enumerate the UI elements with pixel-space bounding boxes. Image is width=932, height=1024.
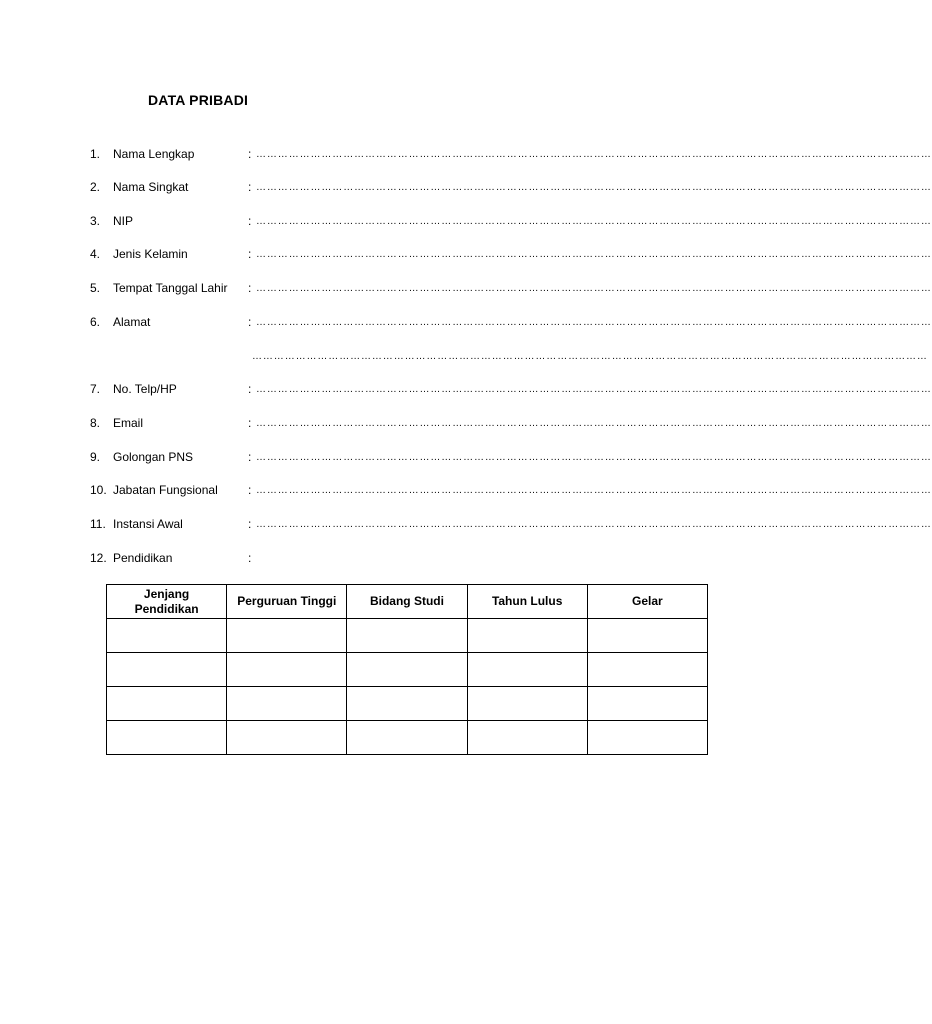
field-row-instansi-awal	[0, 517, 932, 535]
field-number: 4.	[90, 247, 101, 261]
field-row-jenis-kelamin	[0, 247, 932, 265]
table-cell[interactable]	[587, 653, 707, 687]
field-fill-dots[interactable]: ……………………………………………………………………………………………………………………………………………………………………	[256, 384, 932, 395]
table-cell[interactable]	[227, 721, 347, 755]
field-colon: :	[248, 247, 252, 261]
table-row	[107, 721, 708, 755]
field-fill-dots[interactable]: ……………………………………………………………………………………………………………………………………………………………………	[256, 149, 932, 160]
field-colon: :	[248, 517, 252, 531]
field-colon: :	[248, 214, 252, 228]
field-row-nama-singkat	[0, 180, 932, 198]
table-cell[interactable]	[587, 721, 707, 755]
table-cell[interactable]	[347, 653, 467, 687]
table-row	[107, 687, 708, 721]
field-fill-dots[interactable]: ……………………………………………………………………………………………………………………………………………………………………	[256, 249, 932, 260]
table-cell[interactable]	[467, 653, 587, 687]
field-colon: :	[248, 483, 252, 497]
field-row-alamat-continuation	[0, 349, 928, 367]
field-label: Nama Singkat	[113, 180, 189, 194]
field-colon: :	[248, 147, 252, 161]
field-number: 11.	[90, 517, 106, 531]
field-label: Alamat	[113, 315, 151, 329]
field-label: Pendidikan	[113, 551, 173, 565]
field-number: 7.	[90, 382, 101, 396]
table-cell[interactable]	[347, 721, 467, 755]
field-number: 6.	[90, 315, 101, 329]
table-cell[interactable]	[347, 619, 467, 653]
table-cell[interactable]	[227, 619, 347, 653]
field-fill-dots[interactable]: ……………………………………………………………………………………………………………………………………………………………………	[256, 519, 932, 530]
header-jenjang-pendidikan: Jenjang Pendidikan	[107, 585, 227, 619]
field-label: Golongan PNS	[113, 450, 194, 464]
field-row-pendidikan	[0, 551, 768, 569]
field-row-no-telp	[0, 382, 932, 400]
header-gelar: Gelar	[587, 585, 707, 619]
field-fill-dots[interactable]: ……………………………………………………………………………………………………………………………………………………………………	[256, 485, 932, 496]
field-colon: :	[248, 382, 252, 396]
table-cell[interactable]	[107, 653, 227, 687]
field-label: Nama Lengkap	[113, 147, 195, 161]
field-fill-dots[interactable]: ……………………………………………………………………………………………………………………………………………………………………	[256, 182, 932, 193]
header-bidang-studi: Bidang Studi	[347, 585, 467, 619]
field-label: Tempat Tanggal Lahir	[113, 281, 228, 295]
field-row-nama-lengkap	[0, 147, 932, 165]
table-cell[interactable]	[467, 687, 587, 721]
header-tahun-lulus: Tahun Lulus	[467, 585, 587, 619]
table-cell[interactable]	[587, 687, 707, 721]
field-number: 1.	[90, 147, 101, 161]
field-row-email	[0, 416, 932, 434]
table-cell[interactable]	[227, 653, 347, 687]
field-fill-dots[interactable]: ……………………………………………………………………………………………………………………………………………………………………	[256, 216, 932, 227]
field-label: Email	[113, 416, 144, 430]
table-cell[interactable]	[467, 619, 587, 653]
field-label: Jenis Kelamin	[113, 247, 188, 261]
field-fill-dots[interactable]: ……………………………………………………………………………………………………………………………………………………………………	[256, 452, 932, 463]
field-row-nip	[0, 214, 932, 232]
field-label: Instansi Awal	[113, 517, 183, 531]
field-number: 5.	[90, 281, 101, 295]
table-cell[interactable]	[467, 721, 587, 755]
field-colon: :	[248, 450, 252, 464]
table-cell[interactable]	[107, 687, 227, 721]
table-row	[107, 653, 708, 687]
field-label: Jabatan Fungsional	[113, 483, 218, 497]
table-cell[interactable]	[347, 687, 467, 721]
field-number: 12.	[90, 551, 107, 565]
form-title: DATA PRIBADI	[148, 92, 249, 108]
field-label: NIP	[113, 214, 134, 228]
table-header-row	[107, 585, 708, 619]
table-cell[interactable]	[107, 721, 227, 755]
field-label: No. Telp/HP	[113, 382, 177, 396]
field-number: 3.	[90, 214, 101, 228]
table-cell[interactable]	[587, 619, 707, 653]
field-number: 8.	[90, 416, 101, 430]
field-colon: :	[248, 281, 252, 295]
education-table	[106, 584, 708, 755]
field-row-tempat-tanggal-lahir	[0, 281, 932, 299]
field-colon: :	[248, 315, 252, 329]
field-number: 2.	[90, 180, 101, 194]
field-row-alamat	[0, 315, 932, 333]
field-fill-dots[interactable]: ……………………………………………………………………………………………………………………………………………………………………	[256, 418, 932, 429]
field-fill-dots[interactable]: ……………………………………………………………………………………………………………………………………………………………………	[256, 317, 932, 328]
table-row	[107, 619, 708, 653]
field-fill-dots[interactable]: ……………………………………………………………………………………………………………………………………………………………………	[256, 283, 932, 294]
table-cell[interactable]	[107, 619, 227, 653]
field-colon: :	[248, 416, 252, 430]
header-perguruan-tinggi: Perguruan Tinggi	[227, 585, 347, 619]
field-number: 10.	[90, 483, 107, 497]
table-cell[interactable]	[227, 687, 347, 721]
field-colon: :	[248, 551, 252, 565]
field-number: 9.	[90, 450, 101, 464]
field-row-golongan-pns	[0, 450, 932, 468]
field-row-jabatan-fungsional	[0, 483, 932, 501]
field-colon: :	[248, 180, 252, 194]
field-fill-dots[interactable]: ……………………………………………………………………………………………………………………………………………………………………	[252, 351, 928, 362]
